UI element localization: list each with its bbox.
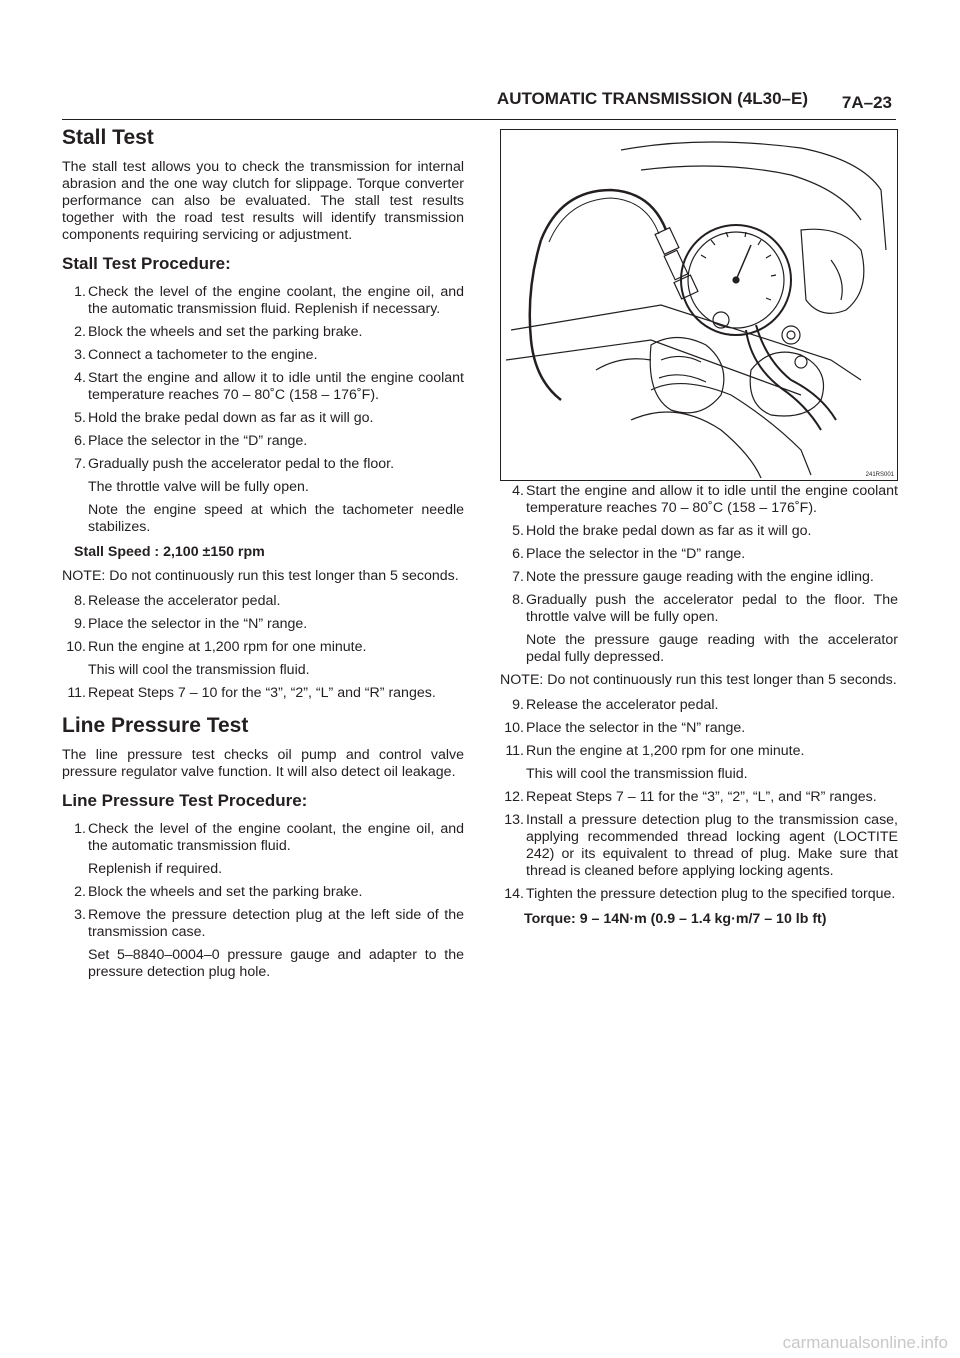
- step-text: Release the accelerator pedal.: [88, 593, 281, 609]
- step-item: [500, 569, 898, 586]
- step-text: Check the level of the engine coolant, the engine oil, and the automatic transmission fluid. Replenish if necessary.: [88, 284, 464, 317]
- step-item: [500, 743, 898, 783]
- step-text: Hold the brake pedal down as far as it will go.: [88, 410, 374, 426]
- step-text: Start the engine and allow it to idle until the engine coolant temperature reaches 70 – 80˚C (158 – 176˚F).: [526, 483, 898, 516]
- step-number: 10.: [66, 639, 86, 655]
- stall-test-intro: The stall test allows you to check the transmission for internal abrasion and the one way clutch for slippage. Torque converter performance can also be evaluated. The stall test results together with the road test results will identify transmission components requiring servicing or adjustment.: [62, 159, 464, 243]
- step-number: 4.: [74, 370, 86, 386]
- step-text: Place the selector in the “N” range.: [88, 616, 308, 632]
- step-text: Check the level of the engine coolant, the engine oil, and the automatic transmission fluid.: [88, 821, 464, 854]
- step-item: [62, 884, 464, 901]
- step-subtext: Replenish if required.: [88, 861, 223, 877]
- step-text: Repeat Steps 7 – 10 for the “3”, “2”, “L” and “R” ranges.: [88, 685, 436, 701]
- step-item: [500, 789, 898, 806]
- right-steps-list-2: [500, 697, 898, 903]
- step-subtext: Note the pressure gauge reading with the accelerator pedal fully depressed.: [526, 632, 898, 665]
- stall-note: NOTE: Do not continuously run this test longer than 5 seconds.: [62, 568, 459, 584]
- step-text: Tighten the pressure detection plug to the specified torque.: [526, 886, 896, 902]
- step-item: [500, 523, 898, 540]
- pressure-gauge-illustration: [501, 130, 897, 480]
- stall-steps-list-2: [62, 593, 464, 702]
- right-column: [500, 124, 898, 935]
- step-number: 12.: [504, 789, 524, 805]
- step-item: [500, 592, 898, 666]
- step-text: Place the selector in the “D” range.: [88, 433, 308, 449]
- step-item: [500, 886, 898, 903]
- step-text: Repeat Steps 7 – 11 for the “3”, “2”, “L”, and “R” ranges.: [526, 789, 877, 805]
- step-number: 2.: [74, 884, 86, 900]
- step-number: 5.: [512, 523, 524, 539]
- step-number: 3.: [74, 347, 86, 363]
- pressure-gauge-figure: [500, 129, 898, 481]
- step-number: 11.: [67, 685, 86, 701]
- line-pressure-intro: The line pressure test checks oil pump and control valve pressure regulator valve function. It will also detect oil leakage.: [62, 747, 464, 780]
- step-text: Connect a tachometer to the engine.: [88, 347, 318, 363]
- figure-code: 241RS001: [865, 472, 894, 478]
- step-item: [62, 284, 464, 318]
- step-item: [500, 697, 898, 714]
- page-header: [62, 89, 896, 120]
- step-item: [500, 546, 898, 563]
- step-number: 7.: [74, 456, 86, 472]
- header-title: AUTOMATIC TRANSMISSION (4L30–E): [496, 89, 808, 108]
- step-item: [62, 907, 464, 981]
- stall-test-heading: Stall Test: [62, 126, 154, 149]
- step-number: 7.: [512, 569, 524, 585]
- left-column: [62, 124, 464, 987]
- step-item: [62, 433, 464, 450]
- stall-steps-list: [62, 284, 464, 536]
- step-number: 9.: [74, 616, 86, 632]
- step-subtext: This will cool the transmission fluid.: [88, 662, 310, 678]
- watermark: carmanualsonline.info: [782, 1333, 948, 1352]
- step-subtext: The throttle valve will be fully open.: [88, 479, 309, 495]
- step-text: Block the wheels and set the parking brake.: [88, 324, 363, 340]
- line-pressure-heading: Line Pressure Test: [62, 714, 249, 737]
- step-item: [62, 616, 464, 633]
- step-item: [62, 456, 464, 536]
- step-item: [62, 685, 464, 702]
- step-item: [500, 720, 898, 737]
- step-subtext: This will cool the transmission fluid.: [526, 766, 748, 782]
- step-number: 6.: [74, 433, 86, 449]
- right-steps-list: [500, 483, 898, 666]
- step-item: [500, 812, 898, 880]
- step-number: 1.: [74, 821, 86, 837]
- step-number: 8.: [74, 593, 86, 609]
- torque-spec: Torque: 9 – 14N·m (0.9 – 1.4 kg·m/7 – 10 lb ft): [524, 911, 827, 927]
- step-text: Gradually push the accelerator pedal to the floor. The throttle valve will be fully open.: [526, 592, 898, 625]
- step-text: Gradually push the accelerator pedal to the floor.: [88, 456, 395, 472]
- step-number: 10.: [504, 720, 524, 736]
- step-number: 14.: [504, 886, 524, 902]
- step-text: Block the wheels and set the parking brake.: [88, 884, 363, 900]
- step-text: Note the pressure gauge reading with the engine idling.: [526, 569, 874, 585]
- step-text: Start the engine and allow it to idle until the engine coolant temperature reaches 70 – 80˚C (158 – 176˚F).: [88, 370, 464, 403]
- step-text: Release the accelerator pedal.: [526, 697, 719, 713]
- step-item: [62, 639, 464, 679]
- step-item: [500, 483, 898, 517]
- step-number: 6.: [512, 546, 524, 562]
- page-number: 7A–23: [841, 93, 892, 112]
- step-item: [62, 821, 464, 878]
- step-text: Place the selector in the “D” range.: [526, 546, 746, 562]
- line-steps-list: [62, 821, 464, 981]
- step-subtext: Set 5–8840–0004–0 pressure gauge and adapter to the pressure detection plug hole.: [88, 947, 464, 980]
- step-text: Install a pressure detection plug to the transmission case, applying recommended thread locking agent (LOCTITE 242) or its equivalent to thread of plug. Make sure that thread is cleaned before applying locking agents.: [526, 812, 898, 879]
- stall-procedure-heading: Stall Test Procedure:: [62, 254, 231, 273]
- step-text: Remove the pressure detection plug at the left side of the transmission case.: [88, 907, 464, 940]
- step-number: 8.: [512, 592, 524, 608]
- step-text: Run the engine at 1,200 rpm for one minute.: [88, 639, 367, 655]
- step-number: 5.: [74, 410, 86, 426]
- stall-speed-spec: Stall Speed : 2,100 ±150 rpm: [74, 544, 265, 560]
- line-note: NOTE: Do not continuously run this test longer than 5 seconds.: [500, 672, 897, 688]
- step-number: 13.: [504, 812, 524, 828]
- step-number: 1.: [74, 284, 86, 300]
- step-number: 9.: [512, 697, 524, 713]
- step-subtext: Note the engine speed at which the tachometer needle stabilizes.: [88, 502, 464, 535]
- step-item: [62, 347, 464, 364]
- step-text: Place the selector in the “N” range.: [526, 720, 746, 736]
- step-text: Run the engine at 1,200 rpm for one minute.: [526, 743, 805, 759]
- line-procedure-heading: Line Pressure Test Procedure:: [62, 791, 308, 810]
- step-number: 3.: [74, 907, 86, 923]
- step-item: [62, 410, 464, 427]
- step-number: 11.: [505, 743, 524, 759]
- step-number: 4.: [512, 483, 524, 499]
- step-item: [62, 370, 464, 404]
- step-item: [62, 324, 464, 341]
- step-item: [62, 593, 464, 610]
- step-number: 2.: [74, 324, 86, 340]
- step-text: Hold the brake pedal down as far as it will go.: [526, 523, 812, 539]
